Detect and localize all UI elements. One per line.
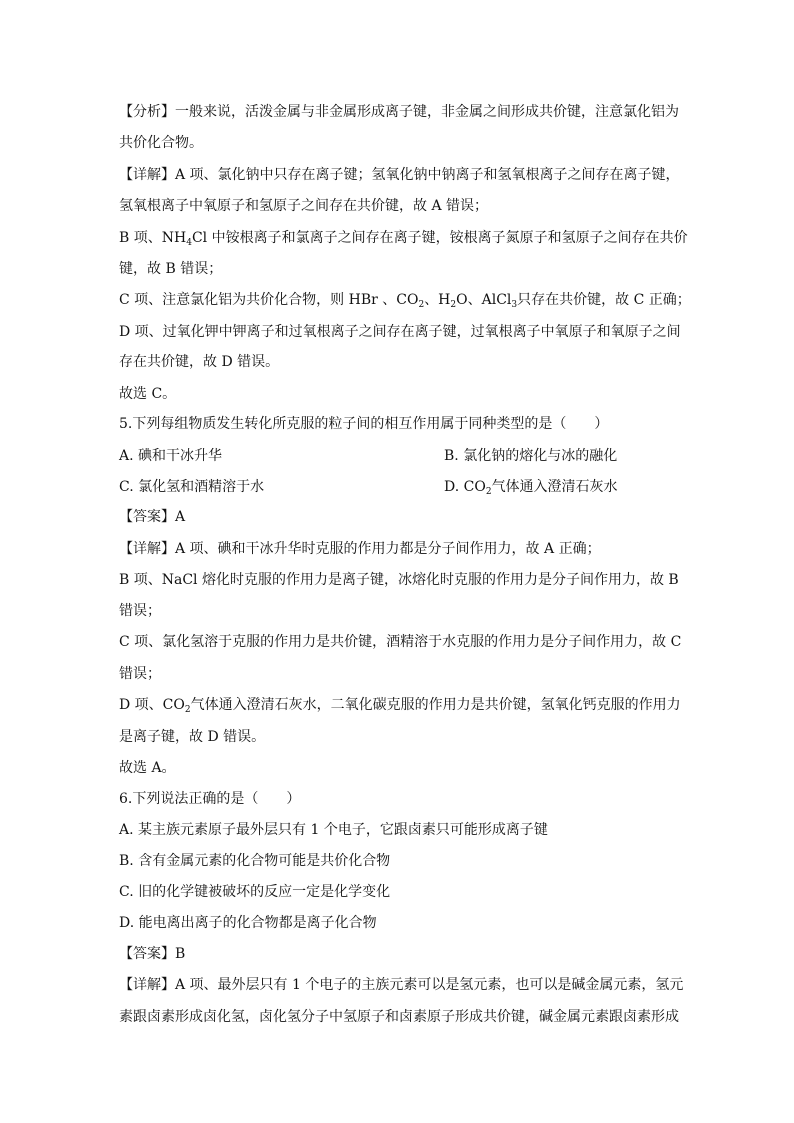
text-segment: 共价化合物。 [119, 135, 203, 151]
text-line-a_b2 [119, 259, 679, 279]
text-segment: B 项、NH [119, 230, 187, 246]
text-segment: 是离子键，故 D 错误。 [119, 729, 266, 745]
subscript: 2 [450, 300, 457, 310]
text-segment: 错误； [119, 666, 161, 682]
text-line-q5xj5 [119, 664, 679, 684]
text-line-a_b1 [119, 228, 688, 248]
text-line-a_xj2 [119, 196, 679, 216]
text-segment: 错误； [119, 603, 161, 619]
text-segment: 、H [424, 292, 451, 308]
text-line-a_fx [119, 102, 679, 122]
text-line-q6xj1 [119, 975, 684, 995]
text-line-q5xj1 [119, 539, 679, 559]
text-line-q6b [119, 851, 679, 871]
subscript: 3 [511, 300, 518, 310]
text-segment: D 项、过氧化钾中钾离子和过氧根离子之间存在离子键，过氧根离子中氧原子和氧原子之间 [119, 324, 681, 340]
text-segment: O、AlCl [456, 292, 512, 308]
subscript: 2 [485, 487, 492, 497]
text-segment: 【详解】A 项、碘和干冰升华时克服的作用力都是分子间作用力，故 A 正确； [119, 541, 601, 557]
text-line-q6d [119, 913, 679, 933]
text-segment: B. 含有金属元素的化合物可能是共价化合物 [119, 853, 391, 869]
text-line-q6a [119, 820, 679, 840]
text-line-q5gx [119, 758, 679, 778]
text-segment: 气体通入澄清石灰水，二氧化碳克服的作用力是共价键，氢氧化钙克服的作用力 [190, 697, 681, 713]
text-segment: 故选 C。 [119, 386, 177, 402]
text-line-a_d1 [119, 322, 679, 342]
text-segment: D. CO [444, 479, 486, 495]
text-segment: 故选 A。 [119, 760, 176, 776]
text-line-q5 [119, 414, 679, 434]
text-segment: 键，故 B 错误； [119, 261, 223, 277]
text-segment: B. 氯化钠的熔化与冰的融化 [444, 448, 618, 464]
text-segment: C. 氯化氢和酒精溶于水 [119, 479, 265, 495]
text-line-q5d [444, 477, 684, 497]
text-line-a_gx [119, 384, 679, 404]
text-line-a_d2 [119, 352, 679, 372]
text-segment: 只存在共价键，故 C 正确； [517, 292, 691, 308]
text-line-q6c [119, 882, 679, 902]
text-segment: D. 能电离出离子的化合物都是离子化合物 [119, 915, 377, 931]
subscript: 4 [186, 238, 192, 248]
text-line-q5xj2 [119, 570, 679, 590]
text-line-q5xj4 [119, 632, 682, 652]
text-segment: C 项、注意氯化铝为共价化合物，则 HBr 、CO [119, 292, 419, 308]
text-segment: A. 某主族元素原子最外层只有 1 个电子，它跟卤素只可能形成离子键 [119, 822, 548, 838]
text-line-q5xj7 [119, 727, 679, 747]
text-segment: 【详解】A 项、最外层只有 1 个电子的主族元素可以是氢元素，也可以是碱金属元素，氢元 [119, 977, 684, 993]
text-segment: 存在共价键，故 D 错误。 [119, 354, 280, 370]
text-line-a_xj1 [119, 165, 679, 185]
text-line-q5xj3 [119, 601, 679, 621]
text-segment: 6.下列说法正确的是（ ） [119, 791, 301, 807]
text-segment: 【答案】B [119, 946, 186, 962]
text-segment: A. 碘和干冰升华 [119, 448, 223, 464]
text-line-a_c1 [119, 290, 691, 310]
text-segment: 素跟卤素形成卤化氢，卤化氢分子中氢原子和卤素原子形成共价键，碱金属元素跟卤素形成 [119, 1009, 679, 1025]
text-segment: 氢氧根离子中氧原子和氢原子之间存在共价键，故 A 错误； [119, 198, 489, 214]
text-segment: C 项、氯化氢溶于克服的作用力是共价键，酒精溶于水克服的作用力是分子间作用力，故 C [119, 634, 682, 650]
subscript: 2 [184, 705, 191, 715]
text-line-a_fx2 [119, 133, 679, 153]
text-segment: D 项、CO [119, 697, 185, 713]
text-segment: 【详解】A 项、氯化钠中只存在离子键；氢氧化钠中钠离子和氢氧根离子之间存在离子键， [119, 167, 680, 183]
text-line-q6ans [119, 944, 679, 964]
text-line-q5xj6 [119, 695, 679, 715]
text-segment: Cl 中铵根离子和氯离子之间存在离子键，铵根离子氮原子和氢原子之间存在共价 [191, 230, 688, 246]
text-segment: 5.下列每组物质发生转化所克服的粒子间的相互作用属于同种类型的是（ ） [119, 416, 609, 432]
text-segment: 【答案】A [119, 509, 186, 525]
text-line-q5ans [119, 507, 679, 527]
text-segment: B 项、NaCl 熔化时克服的作用力是离子键，冰熔化时克服的作用力是分子间作用力，故 B [119, 572, 679, 588]
text-segment: C. 旧的化学键被破坏的反应一定是化学变化 [119, 884, 391, 900]
text-line-q6 [119, 789, 679, 809]
text-segment: 【分析】一般来说，活泼金属与非金属形成离子键，非金属之间形成共价键，注意氯化铝为 [119, 104, 679, 120]
text-line-q5b [444, 446, 684, 466]
text-segment: 气体通入澄清石灰水 [491, 479, 618, 495]
subscript: 2 [418, 300, 425, 310]
text-line-q6xj2 [119, 1007, 679, 1027]
